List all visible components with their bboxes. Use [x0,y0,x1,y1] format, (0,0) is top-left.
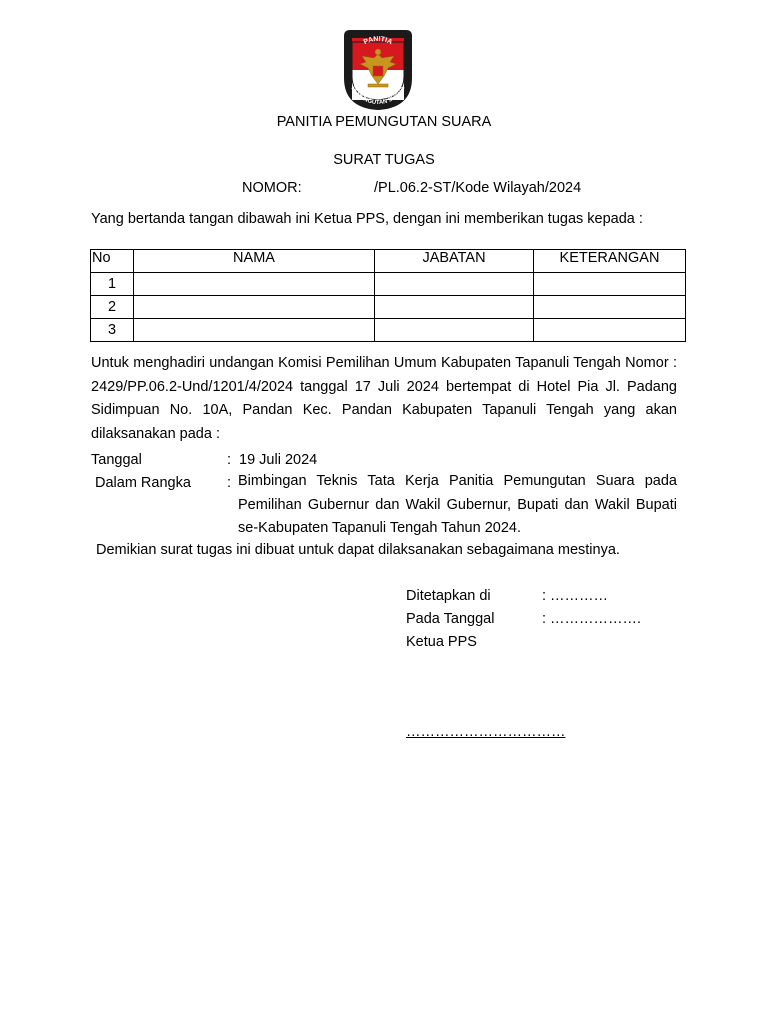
jabatan-cell[interactable] [375,319,534,342]
jabatan-cell[interactable] [375,296,534,319]
table-row [91,273,686,296]
keterangan-cell[interactable] [534,319,686,342]
rangka-label: Dalam Rangka [95,475,191,491]
document-title: SURAT TUGAS [333,152,435,168]
logo-text-top: PANITIA [362,35,394,47]
tanggal-value: 19 Juli 2024 [239,452,318,468]
table-header-row [91,250,686,273]
nomor-value: /PL.06.2-ST/Kode Wilayah/2024 [374,180,582,196]
header-no: No [91,250,134,273]
closing-statement: Demikian surat tugas ini dibuat untuk dapat dilaksanakan sebagaimana mestinya. [96,542,620,558]
rangka-colon: : [227,475,232,491]
keterangan-cell[interactable] [534,273,686,296]
row-number: 2 [91,296,134,319]
ditetapkan-value: : ………… [542,588,609,604]
jabatan-cell[interactable] [375,273,534,296]
organization-name: PANITIA PEMUNGUTAN SUARA [276,114,492,130]
nama-cell[interactable] [134,273,375,296]
rangka-value: Bimbingan Teknis Tata Kerja Panitia Pemungutan Suara pada Pemilihan Gubernur dan Wakil Gubernur, Bupati dan Wakil Bupati se-Kabupaten Tapanuli Tengah Tahun 2024. [238,473,677,536]
pps-logo [338,28,418,112]
table-row [91,319,686,342]
row-number: 3 [91,319,134,342]
ditetapkan-label: Ditetapkan di [406,588,491,604]
header-nama: NAMA [134,250,375,273]
invitation-paragraph: Untuk menghadiri undangan Komisi Pemilihan Umum Kabupaten Tapanuli Tengah Nomor : 2429/PP.06.2-Und/1201/4/2024 tanggal 17 Juli 2024 bertempat di Hotel Pia Jl. Padang Sidimpuan No. 10A, Pandan Kec. Pandan Kabupaten Tapanuli Tengah yang akan dilaksanakan pada : [91,355,677,442]
nomor-label: NOMOR: [242,180,302,196]
table-row [91,296,686,319]
pada-tanggal-label: Pada Tanggal [406,611,495,627]
signatory-name-line: …………………………… [406,724,566,740]
intro-text: Yang bertanda tangan dibawah ini Ketua PPS, dengan ini memberikan tugas kepada : [91,211,643,227]
keterangan-cell[interactable] [534,296,686,319]
assignee-table [90,249,686,342]
signatory-position: Ketua PPS [406,634,477,650]
tanggal-colon: : [227,452,232,468]
header-jabatan: JABATAN [375,250,534,273]
nama-cell[interactable] [134,319,375,342]
tanggal-label: Tanggal [91,452,142,468]
logo-text-bottom: PEMUNGUTAN SUARA [349,85,407,107]
nama-cell[interactable] [134,296,375,319]
row-number: 1 [91,273,134,296]
pada-tanggal-value: : ………………. [542,611,642,627]
header-keterangan: KETERANGAN [534,250,686,273]
